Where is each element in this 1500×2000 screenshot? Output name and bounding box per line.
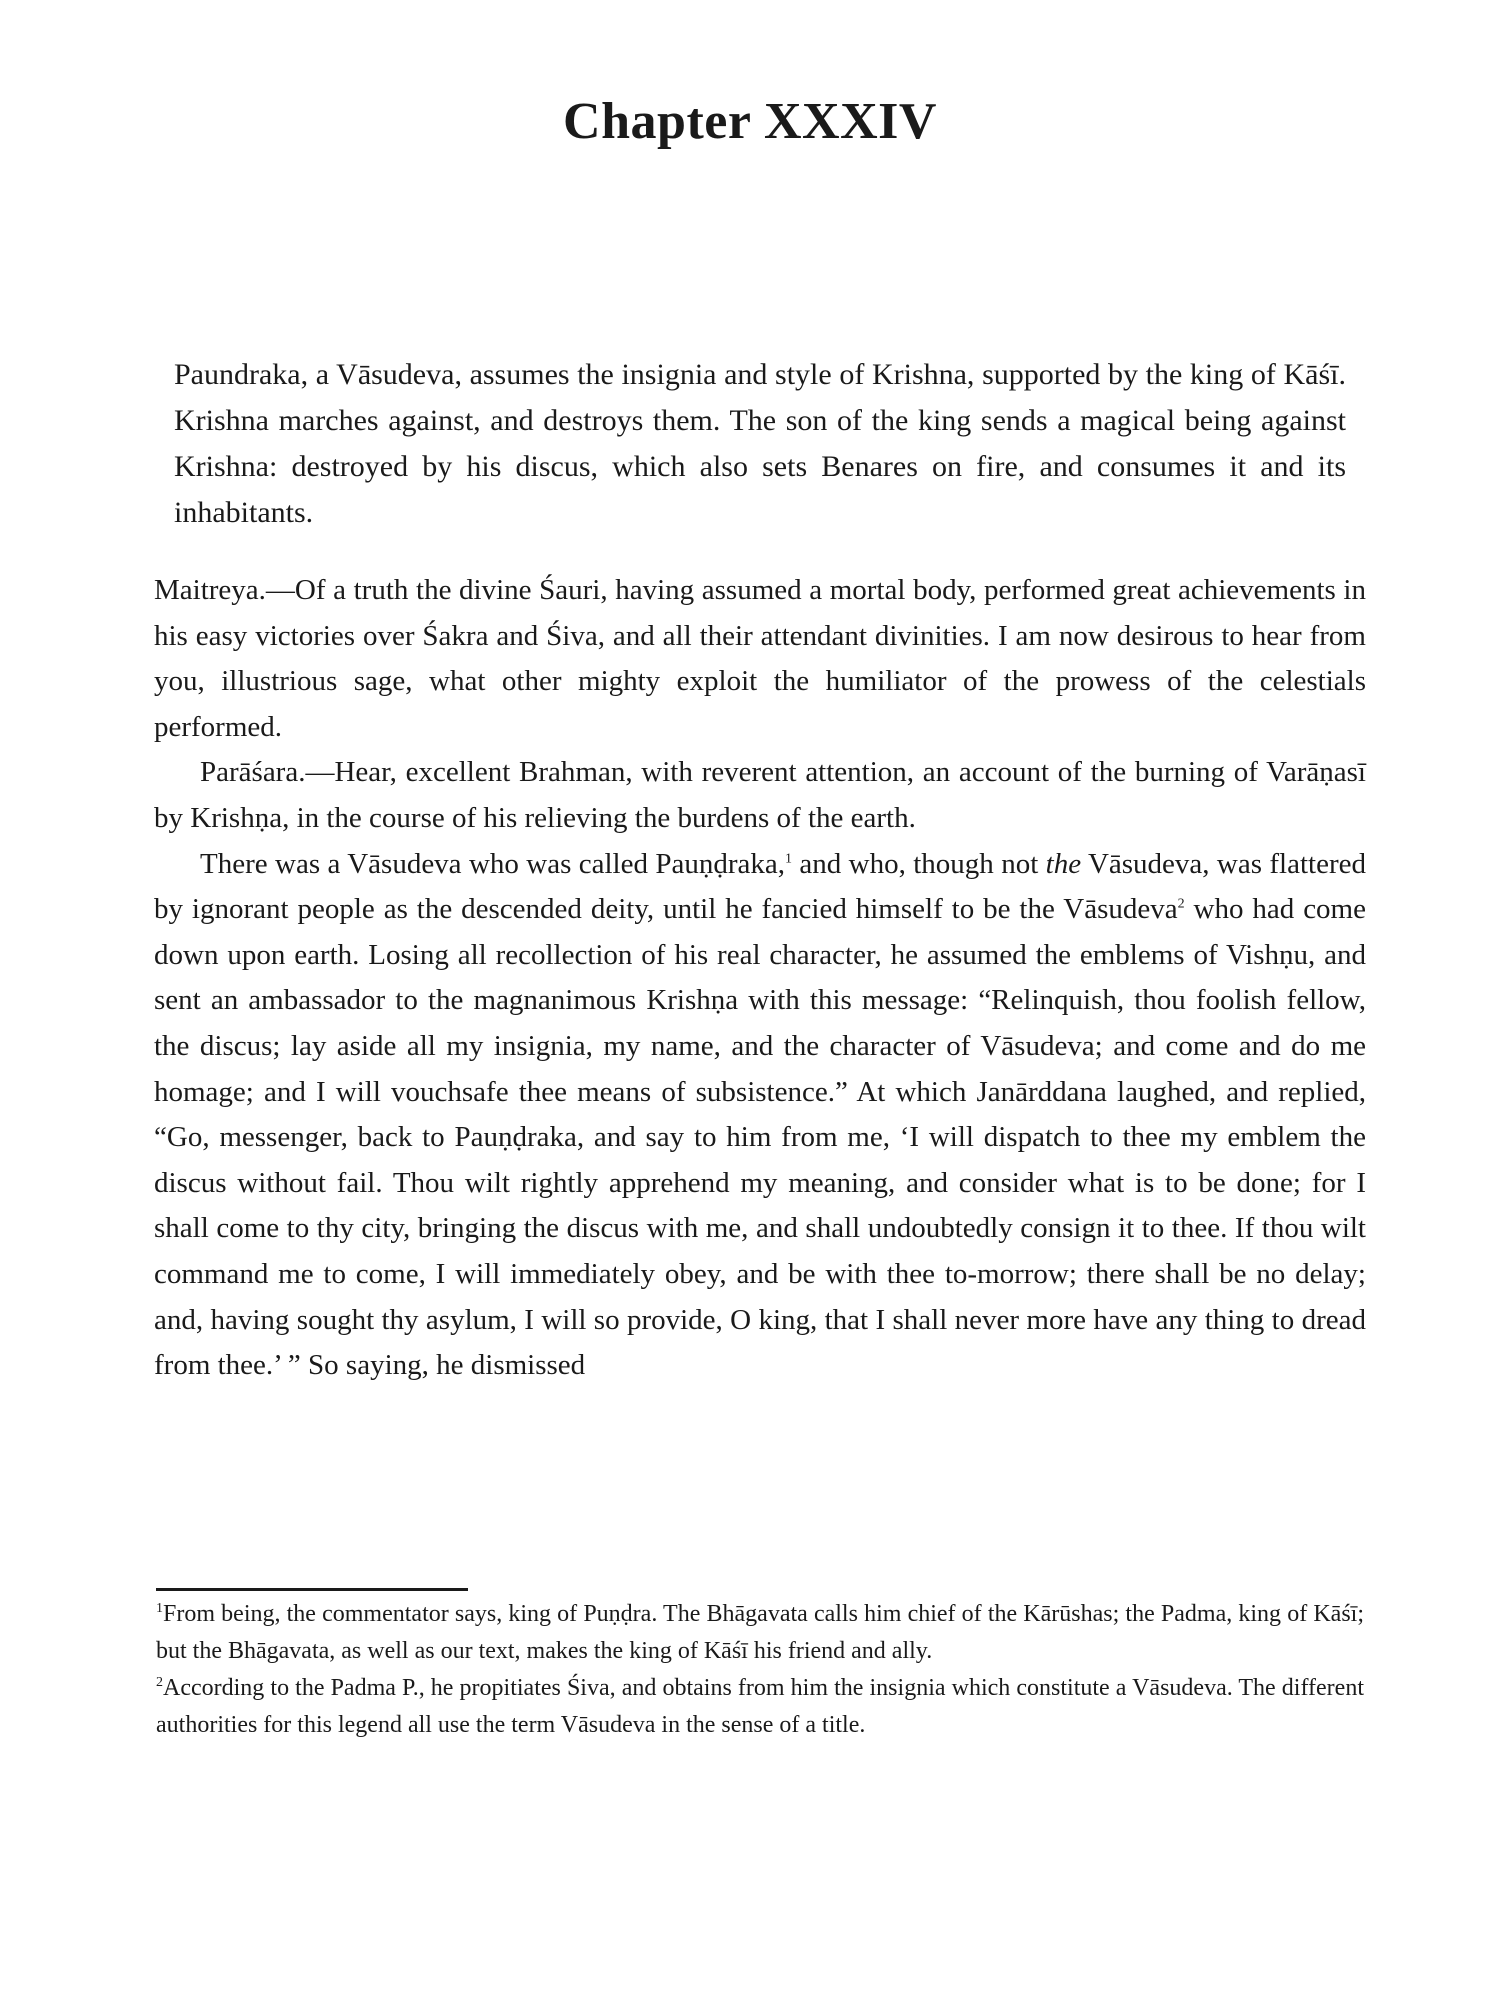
footnote-ref-2[interactable]: 2 bbox=[1177, 896, 1185, 912]
paragraph-maitreya: Maitreya.—Of a truth the divine Śauri, having assumed a mortal body, performed great achievements in his easy victories over Śakra and Śiva, and all their attendant divinities. I am now desirous to hear from you, illustrious sage, what other mighty exploit the humiliator of the prowess of the celestials performed. bbox=[154, 574, 1366, 743]
body-text bbox=[154, 568, 1366, 1389]
footnote-1-mark: 1 bbox=[156, 1601, 163, 1616]
paragraph-paundraka-part-c: Vāsudeva, was flattered by ignorant people as the descended deity, until he fancied himself to be the Vāsudeva bbox=[154, 847, 1367, 926]
paragraph-parasara: Parāśara.—Hear, excellent Brahman, with reverent attention, an account of the burning of Varāṇasī by Krishṇa, in the course of his relieving the burdens of the earth. bbox=[154, 756, 1366, 834]
chapter-summary: Paundraka, a Vāsudeva, assumes the insignia and style of Krishna, supported by the king of Kāśī. Krishna marches against, and destroys them. The son of the king sends a magical being against Krishna: destroyed by his discus, which also sets Benares on fire, and consumes it and its inhabitants. bbox=[174, 358, 1346, 529]
paragraph-paundraka-part-d: who had come down upon earth. Losing all recollection of his real character, he assumed the emblems of Vishṇu, and sent an ambassador to the magnanimous Krishṇa with this message: “Relinquish, thou foolish fellow, the discus; lay aside all my insignia, my name, and the character of Vāsudeva; and come and do me homage; and I will vouchsafe thee means of subsistence.” At which Janārddana laughed, and replied, “Go, messenger, back to Pauṇḍraka, and say to him from me, ‘I will dispatch to thee my emblem the discus without fail. Thou wilt rightly apprehend my meaning, and consider what is to be done; for I shall come to thy city, bringing the discus with me, and shall undoubtedly consign it to thee. If thou wilt command me to come, I will immediately obey, and be with thee to-morrow; there shall be no delay; and, having sought thy asylum, I will so provide, O king, that I shall never more have any thing to dread from thee.’ ” So saying, he dismissed bbox=[154, 893, 1366, 1382]
footnote-1-text: From being, the commentator says, king of Puṇḍra. The Bhāgavata calls him chief of the Kārūshas; the Padma, king of Kāśī; but the Bhāgavata, as well as our text, makes the king of Kāśī his friend and ally. bbox=[156, 1601, 1364, 1664]
footnote-2 bbox=[156, 1670, 1364, 1744]
paragraph-paundraka-part-a: There was a Vāsudeva who was called Pauṇḍraka, bbox=[200, 847, 786, 880]
footnote-divider bbox=[156, 1588, 468, 1591]
footnote-2-text: According to the Padma P., he propitiates Śiva, and obtains from him the insignia which constitute a Vāsudeva. The different authorities for this legend all use the term Vāsudeva in the sense of a title. bbox=[156, 1675, 1364, 1738]
footnote-2-mark: 2 bbox=[156, 1675, 163, 1690]
paragraph-paundraka bbox=[154, 842, 1366, 1389]
footnotes bbox=[156, 1596, 1364, 1744]
footnote-1 bbox=[156, 1596, 1364, 1670]
italic-the: the bbox=[1045, 847, 1082, 880]
paragraph-paundraka-part-b: and who, though not bbox=[792, 847, 1046, 880]
chapter-title: Chapter XXXIV bbox=[563, 93, 937, 150]
footnote-ref-1[interactable]: 1 bbox=[785, 850, 793, 866]
